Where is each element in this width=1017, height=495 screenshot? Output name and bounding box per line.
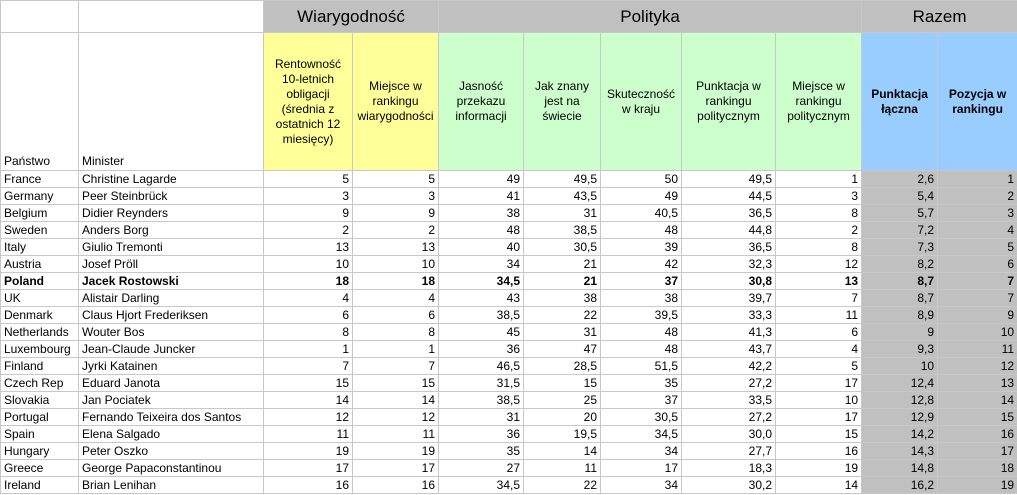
- col-header-punktacja-polityczna[interactable]: Punktacja w rankingu politycznym: [682, 33, 776, 171]
- jasnosc-cell[interactable]: 45: [439, 324, 524, 341]
- pozycja-cell[interactable]: 6: [938, 256, 1017, 273]
- jasnosc-cell[interactable]: 36: [439, 341, 524, 358]
- minister-cell[interactable]: Eduard Janota: [79, 375, 264, 392]
- miejsce-polityczne-cell[interactable]: 1: [776, 171, 862, 188]
- table-row: [1, 460, 1017, 477]
- minister-cell[interactable]: Giulio Tremonti: [79, 239, 264, 256]
- punktacja-laczna-cell[interactable]: 8,7: [862, 273, 938, 290]
- punktacja-laczna-cell[interactable]: 10: [862, 358, 938, 375]
- jasnosc-cell[interactable]: 34,5: [439, 273, 524, 290]
- table-row: [1, 426, 1017, 443]
- jasnosc-cell[interactable]: 43: [439, 290, 524, 307]
- country-cell[interactable]: France: [1, 171, 79, 188]
- country-cell[interactable]: UK: [1, 290, 79, 307]
- punktacja-polityczna-cell[interactable]: 33,3: [682, 307, 776, 324]
- punktacja-polityczna-cell[interactable]: 44,8: [682, 222, 776, 239]
- punktacja-laczna-cell[interactable]: 8,9: [862, 307, 938, 324]
- rentownosc-cell[interactable]: 5: [264, 171, 353, 188]
- jak-znany-cell[interactable]: 38,5: [524, 222, 601, 239]
- minister-cell[interactable]: Fernando Teixeira dos Santos: [79, 409, 264, 426]
- table-row: [1, 239, 1017, 256]
- table-row: [1, 205, 1017, 222]
- rentownosc-cell[interactable]: 19: [264, 443, 353, 460]
- skutecznosc-cell[interactable]: 35: [601, 375, 682, 392]
- jak-znany-cell[interactable]: 21: [524, 273, 601, 290]
- jasnosc-cell[interactable]: 27: [439, 460, 524, 477]
- pozycja-cell[interactable]: 4: [938, 222, 1017, 239]
- country-cell[interactable]: Slovakia: [1, 392, 79, 409]
- miejsce-wiarygodnosci-cell[interactable]: 17: [353, 460, 439, 477]
- jasnosc-cell[interactable]: 40: [439, 239, 524, 256]
- punktacja-laczna-cell[interactable]: 14,8: [862, 460, 938, 477]
- jasnosc-cell[interactable]: 48: [439, 222, 524, 239]
- table-row: [1, 290, 1017, 307]
- country-cell[interactable]: Ireland: [1, 477, 79, 494]
- skutecznosc-cell[interactable]: 48: [601, 222, 682, 239]
- country-cell[interactable]: Hungary: [1, 443, 79, 460]
- jasnosc-cell[interactable]: 41: [439, 188, 524, 205]
- country-cell[interactable]: Portugal: [1, 409, 79, 426]
- minister-cell[interactable]: Peter Oszko: [79, 443, 264, 460]
- miejsce-wiarygodnosci-cell[interactable]: 16: [353, 477, 439, 494]
- skutecznosc-cell[interactable]: 40,5: [601, 205, 682, 222]
- miejsce-polityczne-cell[interactable]: 7: [776, 290, 862, 307]
- punktacja-polityczna-cell[interactable]: 49,5: [682, 171, 776, 188]
- jak-znany-cell[interactable]: 28,5: [524, 358, 601, 375]
- jak-znany-cell[interactable]: 20: [524, 409, 601, 426]
- col-header-jasnosc[interactable]: Jasność przekazu informacji: [439, 33, 524, 171]
- group-header-row: [1, 1, 1017, 33]
- table-row: [1, 171, 1017, 188]
- pozycja-cell[interactable]: 13: [938, 375, 1017, 392]
- empty-cell[interactable]: [79, 1, 264, 33]
- punktacja-polityczna-cell[interactable]: 33,5: [682, 392, 776, 409]
- punktacja-polityczna-cell[interactable]: 27,2: [682, 375, 776, 392]
- punktacja-laczna-cell[interactable]: 14,3: [862, 443, 938, 460]
- punktacja-laczna-cell[interactable]: 9,3: [862, 341, 938, 358]
- minister-cell[interactable]: Elena Salgado: [79, 426, 264, 443]
- rentownosc-cell[interactable]: 4: [264, 290, 353, 307]
- pozycja-cell[interactable]: 7: [938, 290, 1017, 307]
- minister-cell[interactable]: Claus Hjort Frederiksen: [79, 307, 264, 324]
- skutecznosc-cell[interactable]: 38: [601, 290, 682, 307]
- jak-znany-cell[interactable]: 15: [524, 375, 601, 392]
- jak-znany-cell[interactable]: 31: [524, 205, 601, 222]
- pozycja-cell[interactable]: 3: [938, 205, 1017, 222]
- minister-cell[interactable]: Jacek Rostowski: [79, 273, 264, 290]
- group-header-wiarygodnosc[interactable]: Wiarygodność: [264, 1, 439, 33]
- rentownosc-cell[interactable]: 16: [264, 477, 353, 494]
- jasnosc-cell[interactable]: 38: [439, 205, 524, 222]
- pozycja-cell[interactable]: 12: [938, 358, 1017, 375]
- empty-cell[interactable]: [1, 1, 79, 33]
- punktacja-polityczna-cell[interactable]: 27,2: [682, 409, 776, 426]
- table-row: [1, 324, 1017, 341]
- miejsce-polityczne-cell[interactable]: 13: [776, 273, 862, 290]
- rentownosc-cell[interactable]: 7: [264, 358, 353, 375]
- rentownosc-cell[interactable]: 10: [264, 256, 353, 273]
- jak-znany-cell[interactable]: 38: [524, 290, 601, 307]
- rentownosc-cell[interactable]: 14: [264, 392, 353, 409]
- pozycja-cell[interactable]: 15: [938, 409, 1017, 426]
- punktacja-laczna-cell[interactable]: 8,2: [862, 256, 938, 273]
- table-row: [1, 358, 1017, 375]
- pozycja-cell[interactable]: 10: [938, 324, 1017, 341]
- miejsce-polityczne-cell[interactable]: 3: [776, 188, 862, 205]
- punktacja-polityczna-cell[interactable]: 18,3: [682, 460, 776, 477]
- jasnosc-cell[interactable]: 35: [439, 443, 524, 460]
- miejsce-wiarygodnosci-cell[interactable]: 10: [353, 256, 439, 273]
- skutecznosc-cell[interactable]: 51,5: [601, 358, 682, 375]
- punktacja-laczna-cell[interactable]: 12,8: [862, 392, 938, 409]
- jak-znany-cell[interactable]: 43,5: [524, 188, 601, 205]
- column-header-row: [1, 33, 1017, 171]
- pozycja-cell[interactable]: 11: [938, 341, 1017, 358]
- punktacja-laczna-cell[interactable]: 12,9: [862, 409, 938, 426]
- skutecznosc-cell[interactable]: 34: [601, 443, 682, 460]
- miejsce-wiarygodnosci-cell[interactable]: 15: [353, 375, 439, 392]
- miejsce-wiarygodnosci-cell[interactable]: 12: [353, 409, 439, 426]
- minister-cell[interactable]: Didier Reynders: [79, 205, 264, 222]
- miejsce-wiarygodnosci-cell[interactable]: 1: [353, 341, 439, 358]
- table-row: [1, 443, 1017, 460]
- country-cell[interactable]: Netherlands: [1, 324, 79, 341]
- miejsce-wiarygodnosci-cell[interactable]: 19: [353, 443, 439, 460]
- skutecznosc-cell[interactable]: 48: [601, 324, 682, 341]
- punktacja-laczna-cell[interactable]: 8,7: [862, 290, 938, 307]
- miejsce-wiarygodnosci-cell[interactable]: 18: [353, 273, 439, 290]
- country-cell[interactable]: Luxembourg: [1, 341, 79, 358]
- jak-znany-cell[interactable]: 49,5: [524, 171, 601, 188]
- pozycja-cell[interactable]: 17: [938, 443, 1017, 460]
- table-row: [1, 341, 1017, 358]
- skutecznosc-cell[interactable]: 48: [601, 341, 682, 358]
- jak-znany-cell[interactable]: 30,5: [524, 239, 601, 256]
- skutecznosc-cell[interactable]: 17: [601, 460, 682, 477]
- jak-znany-cell[interactable]: 22: [524, 477, 601, 494]
- miejsce-wiarygodnosci-cell[interactable]: 6: [353, 307, 439, 324]
- rentownosc-cell[interactable]: 18: [264, 273, 353, 290]
- miejsce-polityczne-cell[interactable]: 17: [776, 375, 862, 392]
- jasnosc-cell[interactable]: 38,5: [439, 392, 524, 409]
- jasnosc-cell[interactable]: 31: [439, 409, 524, 426]
- jak-znany-cell[interactable]: 14: [524, 443, 601, 460]
- miejsce-polityczne-cell[interactable]: 8: [776, 205, 862, 222]
- punktacja-laczna-cell[interactable]: 7,3: [862, 239, 938, 256]
- col-header-pozycja[interactable]: Pozycja w rankingu: [938, 33, 1017, 171]
- rentownosc-cell[interactable]: 8: [264, 324, 353, 341]
- jasnosc-cell[interactable]: 31,5: [439, 375, 524, 392]
- country-cell[interactable]: Italy: [1, 239, 79, 256]
- miejsce-wiarygodnosci-cell[interactable]: 4: [353, 290, 439, 307]
- miejsce-wiarygodnosci-cell[interactable]: 8: [353, 324, 439, 341]
- jak-znany-cell[interactable]: 47: [524, 341, 601, 358]
- rentownosc-cell[interactable]: 3: [264, 188, 353, 205]
- miejsce-wiarygodnosci-cell[interactable]: 9: [353, 205, 439, 222]
- miejsce-polityczne-cell[interactable]: 4: [776, 341, 862, 358]
- skutecznosc-cell[interactable]: 30,5: [601, 409, 682, 426]
- jasnosc-cell[interactable]: 38,5: [439, 307, 524, 324]
- pozycja-cell[interactable]: 7: [938, 273, 1017, 290]
- punktacja-polityczna-cell[interactable]: 44,5: [682, 188, 776, 205]
- minister-cell[interactable]: Anders Borg: [79, 222, 264, 239]
- table-row: [1, 409, 1017, 426]
- minister-cell[interactable]: Wouter Bos: [79, 324, 264, 341]
- pozycja-cell[interactable]: 9: [938, 307, 1017, 324]
- punktacja-laczna-cell[interactable]: 12,4: [862, 375, 938, 392]
- jasnosc-cell[interactable]: 34: [439, 256, 524, 273]
- punktacja-polityczna-cell[interactable]: 43,7: [682, 341, 776, 358]
- minister-cell[interactable]: Jyrki Katainen: [79, 358, 264, 375]
- skutecznosc-cell[interactable]: 39,5: [601, 307, 682, 324]
- table-row: [1, 188, 1017, 205]
- jasnosc-cell[interactable]: 34,5: [439, 477, 524, 494]
- miejsce-polityczne-cell[interactable]: 19: [776, 460, 862, 477]
- punktacja-laczna-cell[interactable]: 16,2: [862, 477, 938, 494]
- col-header-panstwo[interactable]: Państwo: [1, 33, 79, 171]
- skutecznosc-cell[interactable]: 49: [601, 188, 682, 205]
- punktacja-polityczna-cell[interactable]: 39,7: [682, 290, 776, 307]
- col-header-skutecznosc[interactable]: Skuteczność w kraju: [601, 33, 682, 171]
- rentownosc-cell[interactable]: 12: [264, 409, 353, 426]
- miejsce-polityczne-cell[interactable]: 11: [776, 307, 862, 324]
- country-cell[interactable]: Greece: [1, 460, 79, 477]
- punktacja-polityczna-cell[interactable]: 30,0: [682, 426, 776, 443]
- punktacja-polityczna-cell[interactable]: 30,8: [682, 273, 776, 290]
- miejsce-wiarygodnosci-cell[interactable]: 5: [353, 171, 439, 188]
- minister-cell[interactable]: George Papaconstantinou: [79, 460, 264, 477]
- miejsce-polityczne-cell[interactable]: 6: [776, 324, 862, 341]
- minister-cell[interactable]: Jan Pociatek: [79, 392, 264, 409]
- country-cell[interactable]: Belgium: [1, 205, 79, 222]
- country-cell[interactable]: Sweden: [1, 222, 79, 239]
- jak-znany-cell[interactable]: 31: [524, 324, 601, 341]
- jasnosc-cell[interactable]: 36: [439, 426, 524, 443]
- minister-cell[interactable]: Peer Steinbrück: [79, 188, 264, 205]
- miejsce-wiarygodnosci-cell[interactable]: 2: [353, 222, 439, 239]
- col-header-minister[interactable]: Minister: [79, 33, 264, 171]
- miejsce-polityczne-cell[interactable]: 2: [776, 222, 862, 239]
- col-header-miejsce-polityczne[interactable]: Miejsce w rankingu politycznym: [776, 33, 862, 171]
- punktacja-laczna-cell[interactable]: 9: [862, 324, 938, 341]
- miejsce-polityczne-cell[interactable]: 17: [776, 409, 862, 426]
- miejsce-wiarygodnosci-cell[interactable]: 7: [353, 358, 439, 375]
- rentownosc-cell[interactable]: 9: [264, 205, 353, 222]
- col-header-punktacja-laczna[interactable]: Punktacja łączna: [862, 33, 938, 171]
- table-row: [1, 222, 1017, 239]
- punktacja-laczna-cell[interactable]: 2,6: [862, 171, 938, 188]
- punktacja-laczna-cell[interactable]: 5,4: [862, 188, 938, 205]
- miejsce-polityczne-cell[interactable]: 8: [776, 239, 862, 256]
- skutecznosc-cell[interactable]: 34,5: [601, 426, 682, 443]
- pozycja-cell[interactable]: 19: [938, 477, 1017, 494]
- rentownosc-cell[interactable]: 11: [264, 426, 353, 443]
- rentownosc-cell[interactable]: 13: [264, 239, 353, 256]
- jasnosc-cell[interactable]: 46,5: [439, 358, 524, 375]
- skutecznosc-cell[interactable]: 37: [601, 273, 682, 290]
- miejsce-polityczne-cell[interactable]: 10: [776, 392, 862, 409]
- pozycja-cell[interactable]: 14: [938, 392, 1017, 409]
- table-row: [1, 256, 1017, 273]
- country-cell[interactable]: Finland: [1, 358, 79, 375]
- jasnosc-cell[interactable]: 49: [439, 171, 524, 188]
- miejsce-polityczne-cell[interactable]: 5: [776, 358, 862, 375]
- rentownosc-cell[interactable]: 17: [264, 460, 353, 477]
- skutecznosc-cell[interactable]: 34: [601, 477, 682, 494]
- minister-cell[interactable]: Alistair Darling: [79, 290, 264, 307]
- miejsce-wiarygodnosci-cell[interactable]: 14: [353, 392, 439, 409]
- punktacja-laczna-cell[interactable]: 5,7: [862, 205, 938, 222]
- group-header-polityka[interactable]: Polityka: [439, 1, 862, 33]
- minister-cell[interactable]: Josef Pröll: [79, 256, 264, 273]
- miejsce-wiarygodnosci-cell[interactable]: 11: [353, 426, 439, 443]
- col-header-rentownosc[interactable]: Rentowność 10-letnich obligacji (średnia z ostatnich 12 miesięcy): [264, 33, 353, 171]
- miejsce-wiarygodnosci-cell[interactable]: 13: [353, 239, 439, 256]
- punktacja-polityczna-cell[interactable]: 36,5: [682, 239, 776, 256]
- pozycja-cell[interactable]: 2: [938, 188, 1017, 205]
- punktacja-laczna-cell[interactable]: 14,2: [862, 426, 938, 443]
- punktacja-laczna-cell[interactable]: 7,2: [862, 222, 938, 239]
- rentownosc-cell[interactable]: 15: [264, 375, 353, 392]
- punktacja-polityczna-cell[interactable]: 42,2: [682, 358, 776, 375]
- pozycja-cell[interactable]: 16: [938, 426, 1017, 443]
- pozycja-cell[interactable]: 1: [938, 171, 1017, 188]
- jak-znany-cell[interactable]: 25: [524, 392, 601, 409]
- minister-cell[interactable]: Jean-Claude Juncker: [79, 341, 264, 358]
- col-header-jak-znany[interactable]: Jak znany jest na świecie: [524, 33, 601, 171]
- jak-znany-cell[interactable]: 21: [524, 256, 601, 273]
- country-cell[interactable]: Germany: [1, 188, 79, 205]
- table-row: [1, 307, 1017, 324]
- country-cell[interactable]: Poland: [1, 273, 79, 290]
- country-cell[interactable]: Czech Rep: [1, 375, 79, 392]
- miejsce-polityczne-cell[interactable]: 15: [776, 426, 862, 443]
- skutecznosc-cell[interactable]: 50: [601, 171, 682, 188]
- jak-znany-cell[interactable]: 19,5: [524, 426, 601, 443]
- table-row: [1, 477, 1017, 494]
- jak-znany-cell[interactable]: 22: [524, 307, 601, 324]
- miejsce-polityczne-cell[interactable]: 16: [776, 443, 862, 460]
- punktacja-polityczna-cell[interactable]: 32,3: [682, 256, 776, 273]
- rentownosc-cell[interactable]: 1: [264, 341, 353, 358]
- table-row: [1, 273, 1017, 290]
- skutecznosc-cell[interactable]: 37: [601, 392, 682, 409]
- punktacja-polityczna-cell[interactable]: 41,3: [682, 324, 776, 341]
- miejsce-polityczne-cell[interactable]: 14: [776, 477, 862, 494]
- skutecznosc-cell[interactable]: 39: [601, 239, 682, 256]
- rentownosc-cell[interactable]: 6: [264, 307, 353, 324]
- punktacja-polityczna-cell[interactable]: 27,7: [682, 443, 776, 460]
- group-header-razem[interactable]: Razem: [862, 1, 1017, 33]
- miejsce-polityczne-cell[interactable]: 12: [776, 256, 862, 273]
- minister-cell[interactable]: Brian Lenihan: [79, 477, 264, 494]
- rentownosc-cell[interactable]: 2: [264, 222, 353, 239]
- pozycja-cell[interactable]: 18: [938, 460, 1017, 477]
- country-cell[interactable]: Spain: [1, 426, 79, 443]
- country-cell[interactable]: Austria: [1, 256, 79, 273]
- country-cell[interactable]: Denmark: [1, 307, 79, 324]
- col-header-miejsce-wiarygodnosci[interactable]: Miejsce w rankingu wiarygodności: [353, 33, 439, 171]
- punktacja-polityczna-cell[interactable]: 30,2: [682, 477, 776, 494]
- pozycja-cell[interactable]: 5: [938, 239, 1017, 256]
- miejsce-wiarygodnosci-cell[interactable]: 3: [353, 188, 439, 205]
- minister-cell[interactable]: Christine Lagarde: [79, 171, 264, 188]
- punktacja-polityczna-cell[interactable]: 36,5: [682, 205, 776, 222]
- skutecznosc-cell[interactable]: 42: [601, 256, 682, 273]
- jak-znany-cell[interactable]: 11: [524, 460, 601, 477]
- table-row: [1, 392, 1017, 409]
- table-row: [1, 375, 1017, 392]
